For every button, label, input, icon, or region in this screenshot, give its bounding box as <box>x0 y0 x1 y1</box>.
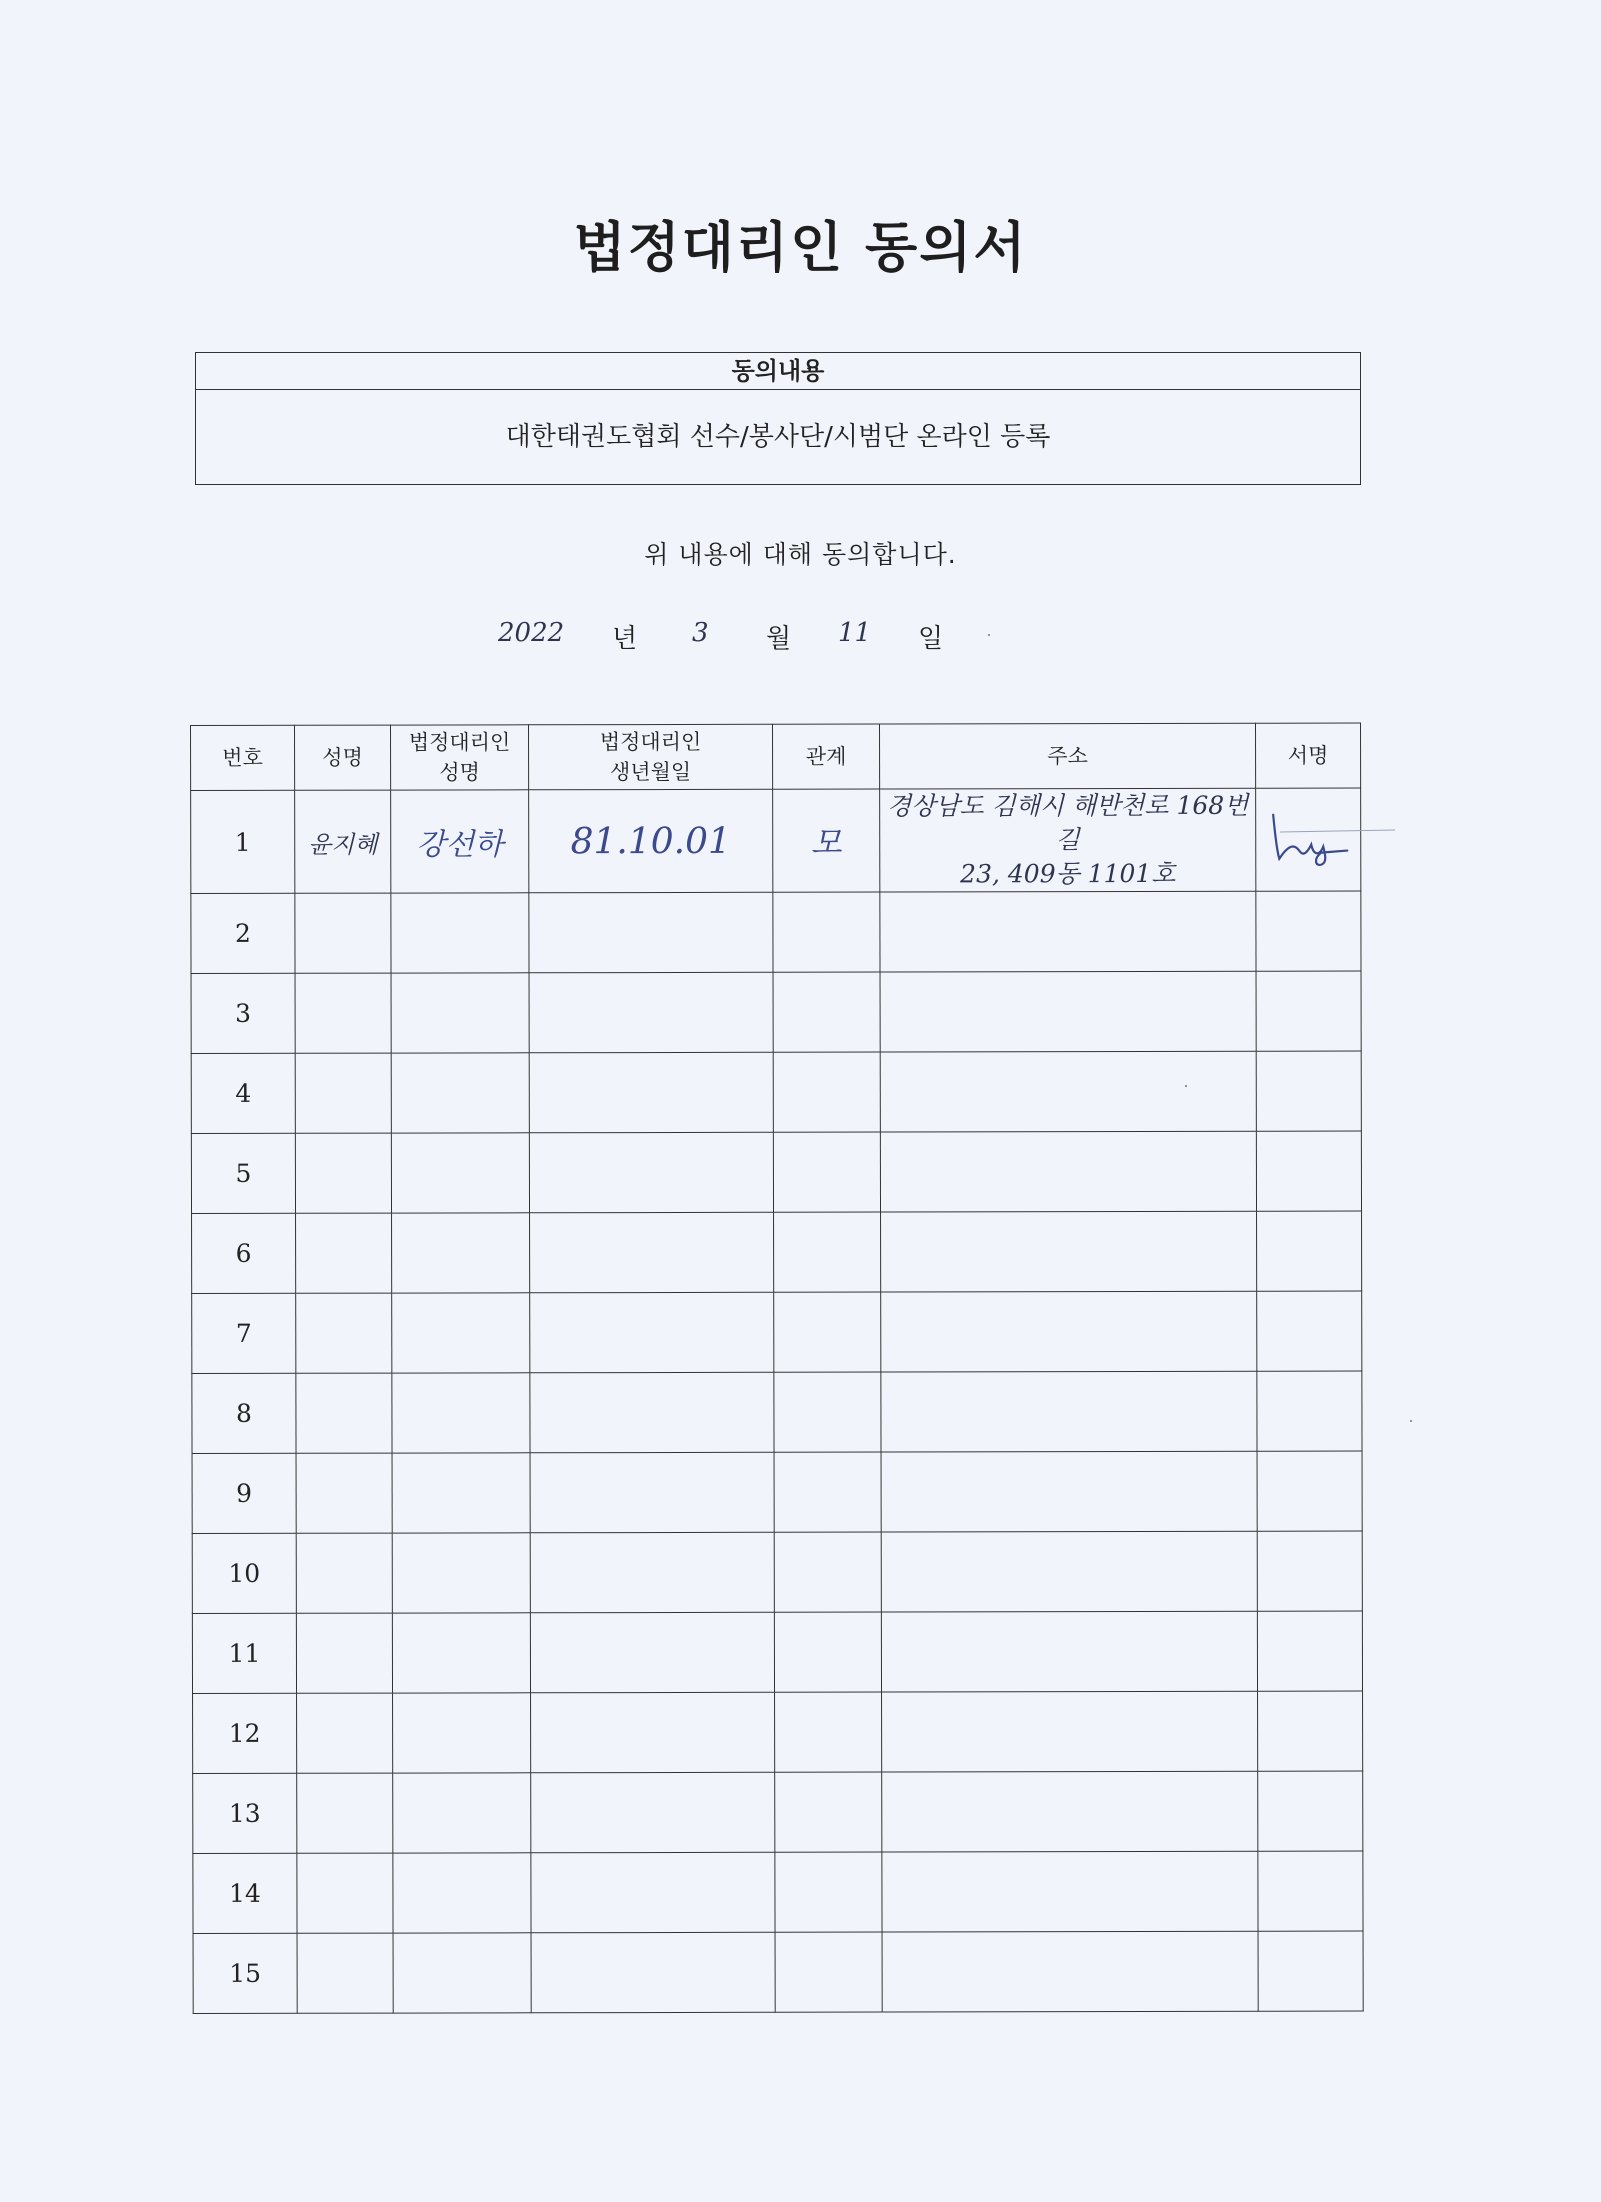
cell-guardian-birth <box>530 1212 774 1293</box>
cell-address <box>880 891 1256 972</box>
cell-signature <box>1258 1851 1363 1931</box>
cell-guardian-name <box>392 1373 530 1453</box>
cell-signature <box>1256 1131 1361 1211</box>
header-guardian-name-line1: 법정대리인 <box>408 730 511 755</box>
table-row <box>191 1051 1361 1133</box>
cell-relation <box>775 1692 882 1772</box>
cell-relation <box>773 892 880 972</box>
cell-address <box>881 1371 1257 1452</box>
cell-relation <box>774 1452 881 1532</box>
cell-relation <box>773 1132 880 1212</box>
cell-guardian-birth <box>531 1852 775 1933</box>
cell-no: 5 <box>191 1133 295 1213</box>
consent-box <box>195 352 1361 485</box>
cell-guardian-birth <box>531 1692 775 1773</box>
table-row <box>192 1451 1362 1533</box>
cell-name <box>296 1613 392 1693</box>
cell-guardian-name <box>392 1293 530 1373</box>
table-header-row <box>191 723 1361 790</box>
table-row <box>193 1931 1363 2013</box>
cell-guardian-name <box>393 1773 531 1853</box>
header-name: 성명 <box>295 725 391 790</box>
cell-guardian-name <box>393 1853 531 1933</box>
scan-speck <box>1410 1420 1412 1422</box>
cell-name <box>297 1853 393 1933</box>
cell-no: 3 <box>191 973 295 1053</box>
cell-signature <box>1258 1771 1363 1851</box>
roster-table <box>190 723 1364 2014</box>
cell-guardian-birth <box>529 1052 773 1133</box>
cell-signature <box>1256 1051 1361 1131</box>
cell-name <box>295 1133 391 1213</box>
header-guardian-birth <box>529 724 773 790</box>
cell-guardian-birth <box>530 1532 774 1613</box>
cell-relation <box>774 1212 881 1292</box>
cell-guardian-name <box>391 893 529 973</box>
cell-guardian-name <box>392 1613 530 1693</box>
header-no: 번호 <box>191 725 295 790</box>
cell-relation <box>774 1292 881 1372</box>
table-row <box>192 1211 1362 1293</box>
cell-no: 8 <box>192 1373 296 1453</box>
cell-address-line2: 23, 409동 1101호 <box>960 858 1176 889</box>
signature-tail-stroke <box>1270 820 1400 840</box>
table-row <box>191 788 1361 893</box>
date-year-label: 년 <box>612 624 638 654</box>
cell-no: 2 <box>191 893 295 973</box>
cell-address-line1: 경상남도 김해시 해반천로 168번길 <box>886 790 1249 855</box>
cell-name <box>296 1453 392 1533</box>
cell-name <box>296 1213 392 1293</box>
cell-relation <box>775 1852 882 1932</box>
cell-address <box>881 1211 1257 1292</box>
cell-name <box>295 1053 391 1133</box>
consent-header: 동의내용 <box>196 353 1360 390</box>
cell-relation <box>774 1612 881 1692</box>
table-row <box>191 971 1361 1053</box>
cell-guardian-name <box>391 973 529 1053</box>
consent-content: 대한태권도협회 선수/봉사단/시범단 온라인 등록 <box>505 422 1051 452</box>
cell-signature <box>1257 1371 1362 1451</box>
cell-guardian-name: 강선하 <box>391 790 529 893</box>
cell-name <box>297 1773 393 1853</box>
table-row <box>192 1611 1362 1693</box>
date-year: 2022 <box>498 618 565 648</box>
cell-no: 12 <box>193 1693 297 1773</box>
date-day-label: 일 <box>918 624 944 654</box>
cell-no: 14 <box>193 1853 297 1933</box>
date-month: 3 <box>692 618 709 648</box>
cell-guardian-birth <box>531 1772 775 1853</box>
table-row <box>193 1771 1363 1853</box>
date-line <box>0 618 1601 658</box>
cell-name <box>296 1293 392 1373</box>
cell-address <box>880 1051 1256 1132</box>
cell-signature <box>1257 1611 1362 1691</box>
cell-no: 4 <box>191 1053 295 1133</box>
cell-guardian-name <box>393 1693 531 1773</box>
cell-signature <box>1257 1211 1362 1291</box>
cell-signature <box>1257 1291 1362 1371</box>
header-guardian-birth-line1: 법정대리인 <box>599 729 702 755</box>
cell-address <box>882 1691 1258 1772</box>
cell-guardian-birth <box>530 1292 774 1373</box>
table-row <box>191 891 1361 973</box>
cell-address <box>882 1931 1258 2012</box>
cell-relation <box>774 1372 881 1452</box>
cell-address <box>882 1771 1258 1852</box>
cell-signature <box>1256 891 1361 971</box>
cell-signature <box>1257 1451 1362 1531</box>
cell-no: 10 <box>192 1533 296 1613</box>
header-relation: 관계 <box>772 724 879 789</box>
date-month-label: 월 <box>766 624 792 654</box>
cell-no: 11 <box>192 1613 296 1693</box>
cell-relation: 모 <box>773 789 880 892</box>
cell-no: 6 <box>192 1213 296 1293</box>
header-guardian-name <box>391 725 529 790</box>
cell-address <box>881 1291 1257 1372</box>
cell-name <box>295 893 391 973</box>
agree-statement: 위 내용에 대해 동의합니다. <box>644 540 957 569</box>
cell-relation <box>774 1532 881 1612</box>
cell-name <box>295 973 391 1053</box>
scan-speck <box>1185 1085 1187 1087</box>
header-guardian-name-line2: 성명 <box>439 760 480 785</box>
table-row <box>193 1691 1363 1773</box>
cell-signature <box>1257 1531 1362 1611</box>
cell-relation <box>773 972 880 1052</box>
cell-address <box>880 1131 1256 1212</box>
cell-relation <box>775 1932 882 2012</box>
cell-signature <box>1256 971 1361 1051</box>
scan-speck <box>988 634 990 636</box>
cell-name: 윤지혜 <box>295 790 391 893</box>
cell-guardian-name <box>392 1213 530 1293</box>
cell-guardian-birth <box>530 1372 774 1453</box>
cell-guardian-birth <box>529 1132 773 1213</box>
cell-guardian-birth <box>529 892 773 973</box>
cell-name <box>297 1693 393 1773</box>
cell-guardian-name <box>392 1533 530 1613</box>
table-row <box>193 1851 1363 1933</box>
cell-name <box>296 1533 392 1613</box>
header-guardian-birth-line2: 생년월일 <box>609 759 692 785</box>
cell-signature <box>1258 1691 1363 1771</box>
cell-guardian-birth <box>529 972 773 1053</box>
cell-no: 1 <box>191 790 295 893</box>
cell-address <box>881 1531 1257 1612</box>
header-address: 주소 <box>879 723 1255 789</box>
cell-no: 13 <box>193 1773 297 1853</box>
cell-guardian-birth <box>531 1932 775 2013</box>
cell-guardian-birth: 81.10.01 <box>529 789 773 893</box>
cell-guardian-name <box>391 1053 529 1133</box>
cell-relation <box>775 1772 882 1852</box>
cell-no: 9 <box>192 1453 296 1533</box>
table-row <box>192 1291 1362 1373</box>
date-day: 11 <box>838 618 872 648</box>
cell-address <box>880 788 1256 892</box>
cell-address <box>880 971 1256 1052</box>
cell-address <box>882 1851 1258 1932</box>
cell-guardian-name <box>391 1133 529 1213</box>
cell-guardian-name <box>392 1453 530 1533</box>
table-row <box>192 1531 1362 1613</box>
cell-no: 7 <box>192 1293 296 1373</box>
cell-name <box>296 1373 392 1453</box>
cell-guardian-birth <box>530 1612 774 1693</box>
document-title: 법정대리인 동의서 <box>573 216 1028 279</box>
cell-no: 15 <box>193 1933 297 2013</box>
cell-name <box>297 1933 393 2013</box>
header-signature: 서명 <box>1255 723 1360 788</box>
table-row <box>192 1371 1362 1453</box>
cell-address <box>881 1611 1257 1692</box>
cell-relation <box>773 1052 880 1132</box>
cell-address <box>881 1451 1257 1532</box>
table-row <box>191 1131 1361 1213</box>
cell-signature <box>1258 1931 1363 2011</box>
cell-guardian-name <box>393 1933 531 2013</box>
cell-guardian-birth <box>530 1452 774 1533</box>
